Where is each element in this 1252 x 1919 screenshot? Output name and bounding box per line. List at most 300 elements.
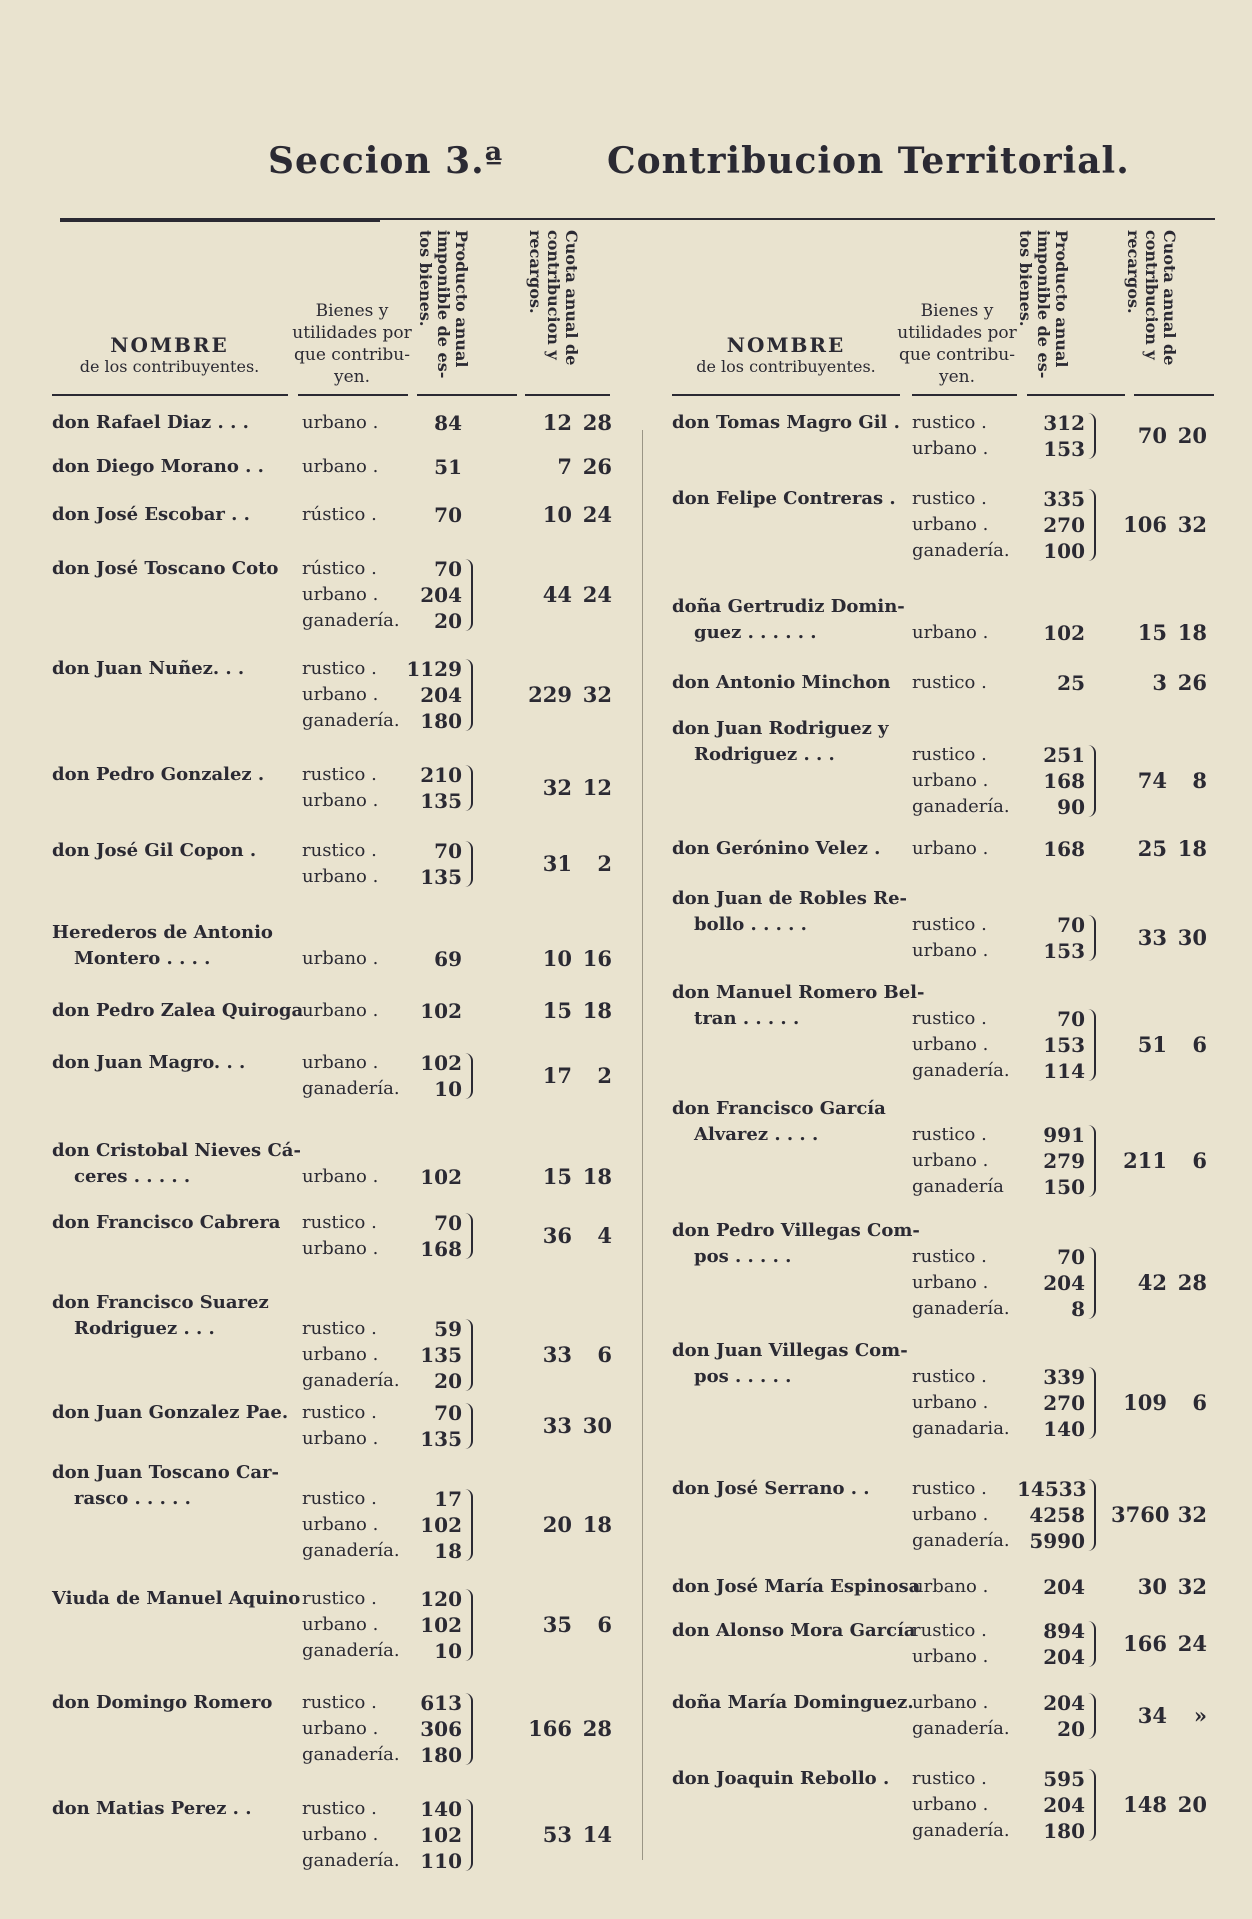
quota-reales: 15 [542, 998, 572, 1023]
quota-maravedis: 26 [582, 454, 612, 479]
taxable-product-value: 204 [1043, 1691, 1085, 1715]
quota-reales: 12 [542, 410, 572, 435]
taxable-product-value: 204 [420, 683, 462, 707]
annual-quota [502, 1063, 612, 1089]
annual-quota [1102, 925, 1207, 951]
property-types [302, 1586, 400, 1664]
property-type: rustico . [912, 1768, 987, 1789]
quota-reales: 33 [542, 1413, 572, 1438]
taxable-products [1017, 912, 1085, 964]
taxable-products [1017, 1364, 1085, 1442]
quota-maravedis: 16 [582, 946, 612, 971]
property-type: rustico . [912, 914, 987, 935]
grouping-brace [465, 841, 473, 887]
grouping-brace [1088, 1769, 1096, 1841]
taxpayer-name-line: don Manuel Romero Bel- [672, 982, 925, 1003]
header-producto: Producto anual imponible de es- tos bienes. [1016, 230, 1071, 379]
taxable-product-value: 102 [420, 1165, 462, 1189]
property-types [912, 410, 988, 462]
annual-quota [502, 1512, 612, 1538]
taxpayer-name-line: don Francisco Cabrera [52, 1212, 281, 1233]
taxable-products [1017, 1476, 1085, 1554]
property-type: ganadería. [912, 1060, 1010, 1081]
property-type: rustico . [912, 412, 987, 433]
quota-reales: 34 [1137, 1703, 1167, 1728]
property-type: ganadería. [302, 1370, 400, 1391]
taxable-product-value: 20 [1057, 1717, 1085, 1741]
taxpayer-name-line: Herederos de Antonio [52, 922, 273, 943]
column-divider [642, 430, 643, 1860]
annual-quota [502, 998, 612, 1024]
taxable-products [397, 656, 462, 734]
taxable-products [1017, 836, 1085, 862]
grouping-brace [1088, 1009, 1096, 1081]
taxpayer-name [672, 594, 905, 646]
property-type: rustico . [302, 1212, 377, 1233]
quota-maravedis: 18 [1177, 836, 1207, 861]
taxable-products [397, 1164, 462, 1190]
property-types [912, 670, 987, 696]
taxable-product-value: 20 [434, 1369, 462, 1393]
taxable-product-value: 270 [1043, 513, 1085, 537]
taxable-product-value: 150 [1043, 1175, 1085, 1199]
taxpayer-name-line: doña Gertrudiz Domin- [672, 596, 905, 617]
annual-quota [1102, 1703, 1207, 1729]
quota-maravedis: 6 [597, 1342, 612, 1367]
taxpayer-name [52, 410, 292, 436]
taxpayer-name [52, 502, 292, 528]
taxpayer-name [52, 1138, 301, 1190]
grouping-brace [1088, 1367, 1096, 1439]
property-type: urbano . [302, 1344, 379, 1365]
quota-reales: 31 [542, 851, 572, 876]
property-types [912, 1364, 1010, 1442]
taxable-product-value: 120 [420, 1587, 462, 1611]
property-type: ganadería. [912, 1820, 1010, 1841]
taxable-product-value: 70 [434, 503, 462, 527]
property-types [302, 838, 378, 890]
property-type: rustico . [912, 488, 987, 509]
quota-reales: 25 [1137, 836, 1167, 861]
property-types [912, 1244, 1010, 1322]
quota-maravedis: 18 [582, 1512, 612, 1537]
taxpayer-name-line: bollo . . . . . [694, 914, 807, 935]
grouping-brace [465, 1589, 473, 1661]
quota-maravedis: 28 [582, 410, 612, 435]
quota-reales: 30 [1137, 1574, 1167, 1599]
property-type: rustico . [302, 1488, 377, 1509]
taxable-products [1017, 1006, 1085, 1084]
annual-quota [502, 851, 612, 877]
grouping-brace [465, 1799, 473, 1871]
property-type: urbano . [912, 770, 989, 791]
quota-maravedis: 24 [1177, 1631, 1207, 1656]
quota-reales: 148 [1123, 1792, 1167, 1817]
property-type: rustico . [302, 1402, 377, 1423]
taxpayer-name-line: Alvarez . . . . [694, 1124, 819, 1145]
property-type: urbano . [912, 1576, 989, 1597]
annual-quota [502, 454, 612, 480]
taxable-product-value: 84 [434, 411, 462, 435]
taxable-product-value: 153 [1043, 1033, 1085, 1057]
quota-reales: 7 [557, 454, 572, 479]
grouping-brace [1088, 489, 1096, 561]
taxable-product-value: 70 [1057, 1245, 1085, 1269]
property-types [302, 1316, 400, 1394]
taxpayer-name-line: Rodriguez . . . [694, 744, 835, 765]
property-types [302, 556, 400, 634]
quota-reales: 10 [542, 502, 572, 527]
property-types [912, 1122, 1004, 1200]
property-types [912, 742, 1010, 820]
taxable-product-value: 306 [420, 1717, 462, 1741]
taxpayer-name-line: don Cristobal Nieves Cá- [52, 1140, 301, 1161]
annual-quota [1102, 1631, 1207, 1657]
quota-reales: 35 [542, 1612, 572, 1637]
taxable-product-value: 180 [420, 1743, 462, 1767]
grouping-brace [1088, 745, 1096, 817]
property-types [912, 1574, 988, 1600]
quota-maravedis: 28 [582, 1716, 612, 1741]
annual-quota [1102, 1270, 1207, 1296]
grouping-brace [465, 659, 473, 731]
property-type: ganadería [912, 1176, 1004, 1197]
annual-quota [502, 1612, 612, 1638]
taxpayer-name [672, 1618, 916, 1644]
taxable-product-value: 69 [434, 947, 462, 971]
property-type: urbano . [302, 1000, 379, 1021]
property-type: urbano . [912, 1150, 989, 1171]
grouping-brace [465, 1213, 473, 1259]
taxpayer-name-line: don José María Espinosa [672, 1576, 921, 1597]
taxable-products [397, 1690, 462, 1768]
property-type: urbano . [302, 1614, 379, 1635]
property-types [912, 1006, 1010, 1084]
taxpayer-name [672, 1096, 897, 1148]
taxpayer-name-line: don Matias Perez . . [52, 1798, 252, 1819]
quota-reales: 33 [542, 1342, 572, 1367]
taxpayer-name [672, 1574, 921, 1600]
property-type: urbano . [912, 1692, 989, 1713]
quota-maravedis: 20 [1177, 423, 1207, 448]
annual-quota [502, 1716, 612, 1742]
grouping-brace [465, 1403, 473, 1449]
taxable-product-value: 210 [420, 763, 462, 787]
property-type: urbano . [912, 940, 989, 961]
taxpayer-name-line: don José Gil Copon . [52, 840, 257, 861]
taxpayer-name-line: don Juan Toscano Car- [52, 1462, 279, 1483]
taxpayer-name [52, 920, 292, 972]
property-type: rústico . [302, 558, 377, 579]
taxpayer-name [672, 716, 897, 768]
property-types [302, 656, 400, 734]
quota-maravedis: 20 [1177, 1792, 1207, 1817]
header-name: NOMBRE de los contribuyentes. [79, 333, 260, 376]
header-cuota: Cuota anual de contribucion y recargos. [526, 230, 581, 366]
annual-quota [1102, 836, 1207, 862]
taxable-product-value: 70 [434, 557, 462, 581]
taxable-product-value: 51 [434, 455, 462, 479]
quota-reales: 15 [542, 1164, 572, 1189]
taxpayer-name [672, 1218, 920, 1270]
taxpayer-name-line: don Rafael Diaz . . . [52, 412, 249, 433]
quota-maravedis: 14 [582, 1822, 612, 1847]
property-type: urbano . [302, 1428, 379, 1449]
taxable-product-value: 102 [420, 999, 462, 1023]
taxable-product-value: 70 [1057, 1007, 1085, 1031]
taxpayer-name [52, 762, 292, 788]
taxable-product-value: 312 [1043, 411, 1085, 435]
grouping-brace [1088, 1125, 1096, 1197]
taxable-product-value: 14533 [1017, 1477, 1087, 1501]
taxable-product-value: 204 [1043, 1575, 1085, 1599]
property-types [912, 836, 988, 862]
quota-maravedis: 24 [582, 582, 612, 607]
page-title: Contribucion Territorial. [607, 140, 1130, 182]
taxable-product-value: 135 [420, 865, 462, 889]
taxpayer-name-line: don Francisco Suarez [52, 1292, 269, 1313]
taxable-products [1017, 410, 1085, 462]
taxable-products [1017, 1122, 1085, 1200]
property-types [302, 1486, 400, 1564]
taxable-products [1017, 1766, 1085, 1844]
taxpayer-name-line: don Gerónino Velez . [672, 838, 881, 859]
quota-reales: 10 [542, 946, 572, 971]
taxable-product-value: 18 [434, 1539, 462, 1563]
taxpayer-name-line: ceres . . . . . [74, 1166, 191, 1187]
quota-reales: 36 [542, 1223, 572, 1248]
property-type: ganadería. [912, 1530, 1010, 1551]
taxable-product-value: 894 [1043, 1619, 1085, 1643]
quota-maravedis: 8 [1192, 768, 1207, 793]
property-type: urbano . [302, 1052, 379, 1073]
taxable-product-value: 17 [434, 1487, 462, 1511]
property-type: urbano . [302, 456, 379, 477]
property-type: urbano . [912, 1646, 989, 1667]
right-column [672, 230, 1217, 1843]
taxpayer-name [672, 836, 897, 862]
taxpayer-name-line: don Antonio Minchon [672, 672, 891, 693]
taxpayer-name [672, 1690, 914, 1716]
quota-reales: 166 [528, 1716, 572, 1741]
taxpayer-name-line: don Juan Nuñez. . . [52, 658, 245, 679]
property-types [302, 410, 378, 436]
taxable-products [397, 556, 462, 634]
property-types [302, 1050, 400, 1102]
property-type: ganadería. [912, 1298, 1010, 1319]
taxable-products [397, 998, 462, 1024]
taxable-product-value: 595 [1043, 1767, 1085, 1791]
taxable-product-value: 204 [1043, 1271, 1085, 1295]
property-type: urbano . [302, 790, 379, 811]
taxpayer-name-line: don José Escobar . . [52, 504, 250, 525]
taxable-product-value: 70 [434, 1401, 462, 1425]
property-type: urbano . [912, 1272, 989, 1293]
taxable-product-value: 168 [1043, 769, 1085, 793]
left-column [52, 230, 622, 1873]
quota-reales: 74 [1137, 768, 1167, 793]
quota-maravedis: 26 [1177, 670, 1207, 695]
header-bienes: Bienes y utilidades por que contribu- yen. [292, 301, 412, 387]
property-types [302, 1164, 378, 1190]
quota-maravedis: 18 [582, 998, 612, 1023]
taxable-product-value: 102 [420, 1513, 462, 1537]
page-header [0, 140, 1252, 200]
taxable-products [397, 1316, 462, 1394]
taxpayer-name [52, 1690, 292, 1716]
property-types [302, 762, 378, 814]
quota-maravedis: 2 [597, 851, 612, 876]
left-table-header [52, 230, 622, 410]
taxable-product-value: 168 [1043, 837, 1085, 861]
taxpayer-name-line: guez . . . . . . [694, 622, 817, 643]
property-type: rústico . [302, 504, 377, 525]
property-type: rustico . [912, 1008, 987, 1029]
taxpayer-name [52, 1290, 292, 1342]
grouping-brace [465, 559, 473, 631]
property-type: ganadería. [912, 796, 1010, 817]
section-heading: Seccion 3.ª [268, 140, 504, 182]
quota-maravedis: 2 [597, 1063, 612, 1088]
taxable-products [1017, 1690, 1085, 1742]
grouping-brace [465, 765, 473, 811]
taxpayer-name-line: pos . . . . . [694, 1246, 792, 1267]
property-type: urbano . [302, 684, 379, 705]
taxable-products [397, 502, 462, 528]
quota-reales: 33 [1137, 925, 1167, 950]
quota-reales: 3760 [1111, 1502, 1170, 1527]
right-table-header [672, 230, 1217, 410]
taxable-product-value: 204 [420, 583, 462, 607]
taxable-product-value: 10 [434, 1077, 462, 1101]
taxable-product-value: 8 [1071, 1297, 1085, 1321]
taxable-product-value: 270 [1043, 1391, 1085, 1415]
taxpayer-name-line: don Pedro Zalea Quiroga [52, 1000, 304, 1021]
annual-quota [502, 1413, 612, 1439]
property-type: rustico . [912, 744, 987, 765]
quota-maravedis: 18 [582, 1164, 612, 1189]
property-types [302, 998, 378, 1024]
property-type: urbano . [912, 1504, 989, 1525]
taxable-products [397, 1586, 462, 1664]
taxpayer-name [672, 1476, 897, 1502]
grouping-brace [465, 1319, 473, 1391]
annual-quota [502, 946, 612, 972]
annual-quota [502, 1164, 612, 1190]
property-types [302, 1210, 378, 1262]
taxable-product-value: 135 [420, 789, 462, 813]
grouping-brace [465, 1693, 473, 1765]
property-type: ganadería. [912, 540, 1010, 561]
taxable-product-value: 335 [1043, 487, 1085, 511]
annual-quota [502, 682, 612, 708]
taxpayer-name [52, 1400, 292, 1426]
quota-reales: 106 [1123, 512, 1167, 537]
property-types [302, 1690, 400, 1768]
taxpayer-name [672, 670, 897, 696]
taxable-product-value: 140 [1043, 1417, 1085, 1441]
property-type: urbano . [912, 1794, 989, 1815]
taxpayer-name-line: don Juan Rodriguez y [672, 718, 889, 739]
taxpayer-name-line: don Alonso Mora García [672, 1620, 916, 1641]
quota-reales: 51 [1137, 1032, 1167, 1057]
taxpayer-name-line: don Diego Morano . . [52, 456, 264, 477]
quota-maravedis: 12 [582, 775, 612, 800]
quota-reales: 17 [542, 1063, 572, 1088]
property-type: ganadería. [912, 1718, 1010, 1739]
property-type: rustico . [302, 1588, 377, 1609]
property-type: urbano . [302, 1718, 379, 1739]
property-type: ganadería. [302, 1640, 400, 1661]
taxpayer-name-line: Viuda de Manuel Aquino [52, 1588, 301, 1609]
taxable-product-value: 102 [1043, 621, 1085, 645]
grouping-brace [1088, 1479, 1096, 1551]
taxable-product-value: 114 [1043, 1059, 1085, 1083]
taxable-products [397, 410, 462, 436]
annual-quota [1102, 1502, 1207, 1528]
property-type: ganadaria. [912, 1418, 1010, 1439]
top-rule-right [380, 218, 1215, 220]
taxpayer-name [672, 486, 897, 512]
taxpayer-name-line: don Juan de Robles Re- [672, 888, 907, 909]
property-type: rustico . [302, 764, 377, 785]
property-type: rustico . [912, 1620, 987, 1641]
taxpayer-name [672, 410, 900, 436]
taxable-product-value: 110 [420, 1849, 462, 1873]
quota-reales: 44 [542, 582, 572, 607]
property-types [912, 912, 988, 964]
property-types [302, 454, 378, 480]
quota-maravedis: 30 [1177, 925, 1207, 950]
property-types [912, 1766, 1010, 1844]
quota-maravedis: 32 [1177, 512, 1207, 537]
taxpayer-name [52, 998, 304, 1024]
annual-quota [502, 502, 612, 528]
property-type: urbano . [302, 1238, 379, 1259]
quota-reales: 109 [1123, 1390, 1167, 1415]
quota-reales: 3 [1152, 670, 1167, 695]
taxable-product-value: 70 [434, 839, 462, 863]
header-producto: Producto anual imponible de es- tos bienes. [416, 230, 471, 379]
taxpayer-name [52, 556, 292, 582]
taxable-product-value: 204 [1043, 1645, 1085, 1669]
taxable-product-value: 70 [434, 1211, 462, 1235]
taxpayer-name-line: don Felipe Contreras . [672, 488, 896, 509]
property-types [912, 1476, 1010, 1554]
taxpayer-name [672, 1338, 908, 1390]
quota-maravedis: 4 [597, 1223, 612, 1248]
taxable-product-value: 135 [420, 1427, 462, 1451]
taxable-product-value: 153 [1043, 437, 1085, 461]
taxpayer-name [52, 1050, 292, 1076]
taxpayer-name-line: Rodriguez . . . [74, 1318, 215, 1339]
annual-quota [1102, 620, 1207, 646]
quota-maravedis: 6 [597, 1612, 612, 1637]
quota-maravedis: 18 [1177, 620, 1207, 645]
property-type: rustico . [302, 840, 377, 861]
header-name: NOMBRE de los contribuyentes. [696, 333, 876, 376]
annual-quota [1102, 512, 1207, 538]
property-type: rustico . [302, 1318, 377, 1339]
taxpayer-name [52, 656, 292, 682]
taxpayer-name-line: rasco . . . . . [74, 1488, 191, 1509]
annual-quota [502, 1223, 612, 1249]
taxpayer-name [672, 886, 907, 938]
property-type: urbano . [302, 866, 379, 887]
property-types [912, 1690, 1010, 1742]
taxable-product-value: 70 [1057, 913, 1085, 937]
annual-quota [502, 775, 612, 801]
